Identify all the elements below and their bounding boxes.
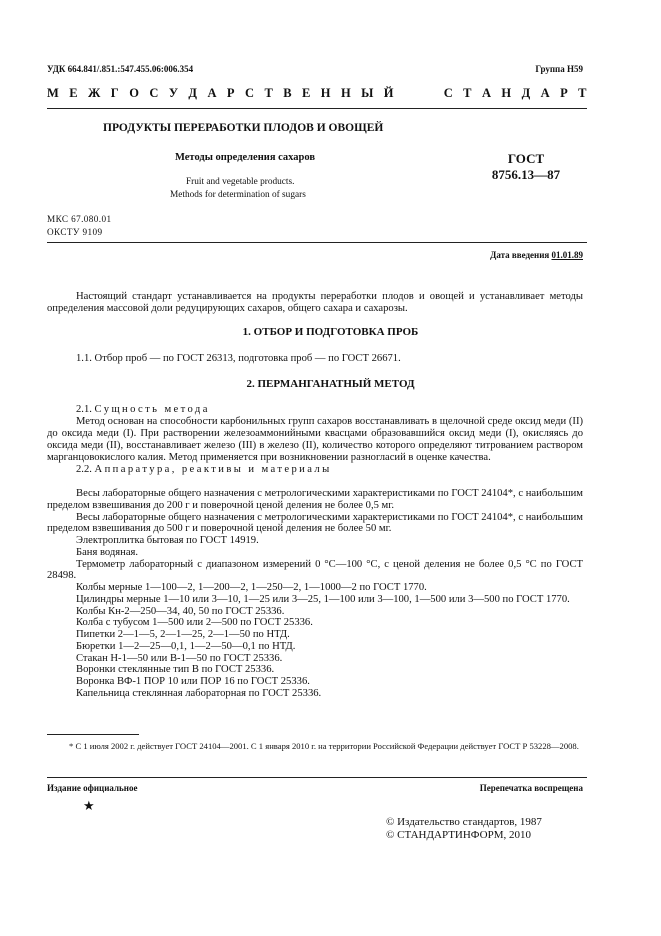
copyright-publisher: © Издательство стандартов, 1987 xyxy=(386,816,542,828)
intro-date-value: 01.01.89 xyxy=(551,250,583,260)
subsection-2-1-number: 2.1. xyxy=(76,404,92,415)
interstate-standard-banner: М Е Ж Г О С У Д А Р С Т В Е Н Н Ы Й С Т А Н Д А Р Т xyxy=(47,86,587,100)
reprint-notice: Перепечатка воспрещена xyxy=(479,783,583,793)
list-item: Колбы Кн-2—250—34, 40, 50 по ГОСТ 25336. xyxy=(76,605,285,617)
subsection-2-1-text: Метод основан на способности карбонильных групп сахаров восстанавливать в щелочной среде оксид меди (II) до оксида меди (I). При растворении железоаммонийными квасцами образовавшийся оксид меди (I), окисляясь до оксида меди (II), восстанавливает железо (III) в железо (II), количество которого определяют титрованием раствором марганцовокислого калия. Метод применяется при возникновении разногласий в оценке качества. xyxy=(47,415,583,463)
section-2-1 xyxy=(47,404,583,475)
subsection-2-1-heading xyxy=(47,404,583,416)
list-item: Воронки стеклянные тип В по ГОСТ 25336. xyxy=(76,664,275,676)
section-1-body xyxy=(47,353,583,365)
footer-rule xyxy=(47,777,587,778)
list-item: Баня водяная. xyxy=(76,546,139,558)
footnote-rule xyxy=(47,734,139,735)
document-subtitle: Методы определения сахаров xyxy=(175,152,316,163)
list-item: Стакан Н-1—50 или В-1—50 по ГОСТ 25336. xyxy=(76,652,283,664)
okstu-code: ОКСТУ 9109 xyxy=(47,227,103,237)
edition-label: Издание официальное xyxy=(47,783,138,793)
group-code: Группа Н59 xyxy=(535,64,583,74)
list-item: Колбы мерные 1—100—2, 1—200—2, 1—250—2, 1—1000—2 по ГОСТ 1770. xyxy=(76,582,427,593)
mks-code: МКС 67.080.01 xyxy=(47,214,112,224)
list-item: Цилиндры мерные 1—10 или 3—10, 1—25 или 3—25, 1—100 или 3—100, 1—500 или 3—500 по ГОСТ 1770. xyxy=(76,593,570,605)
equipment-list xyxy=(47,488,583,700)
list-item: Термометр лабораторный с диапазоном измерений 0 °С—100 °С, с ценой деления не более 0,5 °С по ГОСТ 28498. xyxy=(47,558,583,582)
codes-rule xyxy=(47,242,587,243)
section-1-heading: 1. ОТБОР И ПОДГОТОВКА ПРОБ xyxy=(242,326,419,338)
list-item: Пипетки 2—1—5, 2—1—25, 2—1—50 по НТД. xyxy=(76,629,290,640)
english-title-line1: Fruit and vegetable products. xyxy=(186,177,295,187)
intro-text: Настоящий стандарт устанавливается на продукты переработки плодов и овощей и устанавливает методы определения массовой доли редуцирующих сахаров, общего сахара и сахарозы. xyxy=(47,291,583,314)
subsection-2-1-title: Сущность метода xyxy=(94,404,210,415)
english-title-line2: Methods for determination of sugars xyxy=(170,190,306,200)
list-item: Весы лабораторные общего назначения с метрологическими характеристиками по ГОСТ 24104*, с наибольшим пределом взвешивания до 500 г и поверочной ценой деления не более 50 мг. xyxy=(47,511,583,535)
list-item: Весы лабораторные общего назначения с метрологическими характеристиками по ГОСТ 24104*, с наибольшим пределом взвешивания до 200 г и поверочной ценой деления не более 0,5 мг. xyxy=(47,488,583,511)
list-item: Капельница стеклянная лабораторная по ГОСТ 25336. xyxy=(76,687,322,699)
footnote: * С 1 июля 2002 г. действует ГОСТ 24104—2001. С 1 января 2010 г. на территории Российской Федерации действует ГОСТ Р 53228—2008. xyxy=(69,741,579,751)
subsection-2-2-title: Аппаратура, реактивы и материалы xyxy=(94,463,332,475)
copyright-standartinform: © СТАНДАРТИНФОРМ, 2010 xyxy=(386,829,531,841)
intro-date xyxy=(490,250,583,260)
section-2-heading: 2. ПЕРМАНГАНАТНЫЙ МЕТОД xyxy=(246,378,415,390)
gost-label: ГОСТ xyxy=(507,151,545,166)
star-icon: ★ xyxy=(83,798,95,813)
gost-number: 8756.13—87 xyxy=(491,167,561,182)
list-item: Электроплитка бытовая по ГОСТ 14919. xyxy=(76,535,259,546)
subsection-2-2-heading xyxy=(47,464,583,476)
list-item: Воронка ВФ-1 ПОР 10 или ПОР 16 по ГОСТ 25336. xyxy=(76,676,310,687)
intro-paragraph xyxy=(47,291,583,315)
document-title: ПРОДУКТЫ ПЕРЕРАБОТКИ ПЛОДОВ И ОВОЩЕЙ xyxy=(103,122,384,134)
section-1-text: 1.1. Отбор проб — по ГОСТ 26313, подготовка проб — по ГОСТ 26671. xyxy=(76,353,401,364)
header-rule xyxy=(47,108,587,109)
list-item: Колба с тубусом 1—500 или 2—500 по ГОСТ 25336. xyxy=(76,617,313,629)
list-item: Бюретки 1—2—25—0,1, 1—2—50—0,1 по НТД. xyxy=(76,640,296,652)
intro-date-label: Дата введения xyxy=(490,250,550,260)
udc-code: УДК 664.841/.851.:547.455.06:006.354 xyxy=(47,64,194,74)
subsection-2-2-number: 2.2. xyxy=(76,463,92,475)
